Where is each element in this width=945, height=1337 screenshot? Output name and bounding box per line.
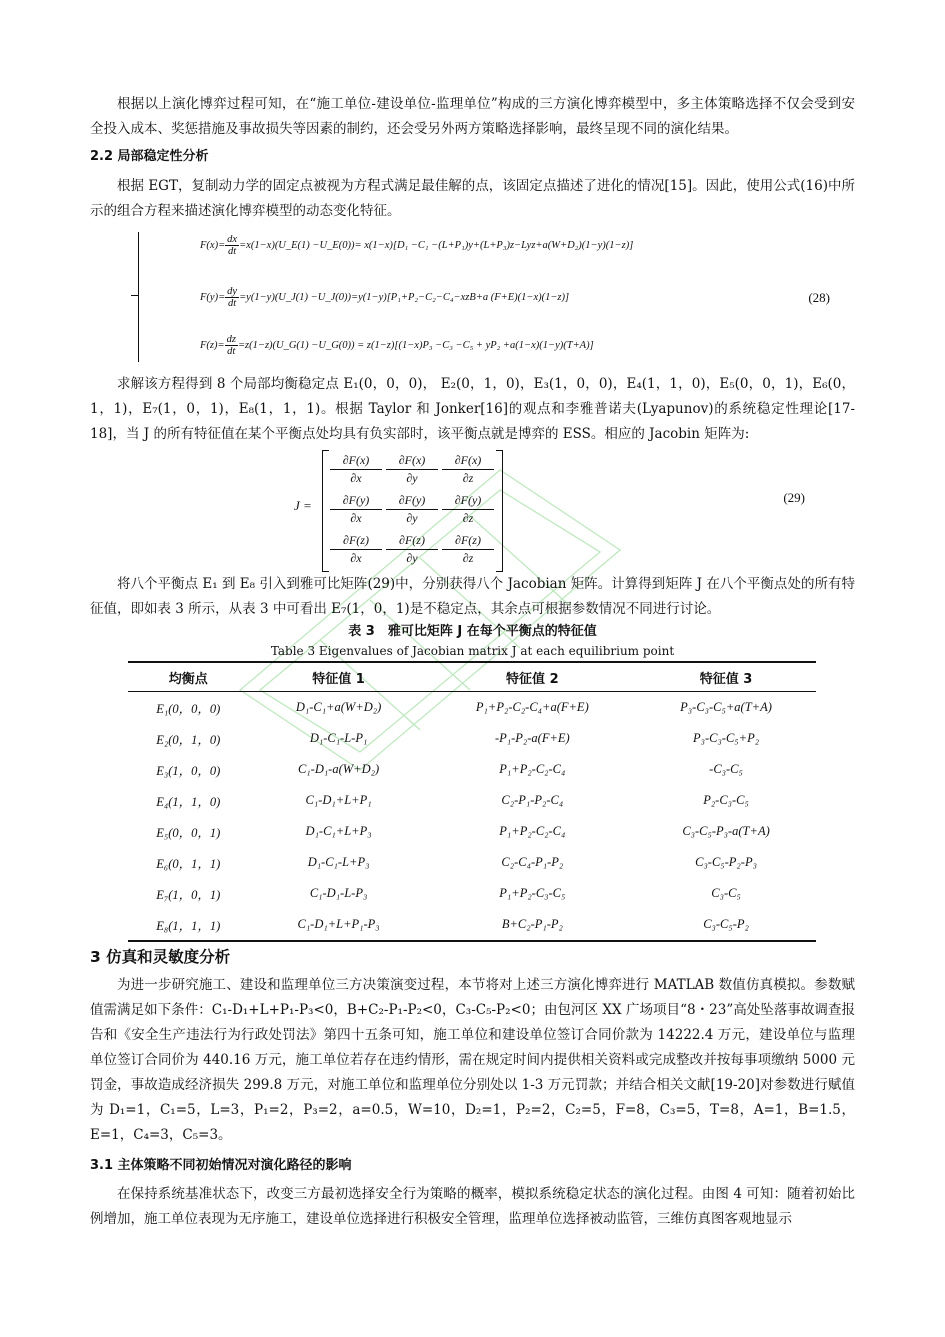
paragraph-egt: 根据 EGT，复制动力学的固定点被视为方程式满足最佳解的点，该固定点描述了进化的情况[15]。因此，使用公式(16)中所示的组合方程来描述演化博弈模型的动态变化特征。 xyxy=(90,178,855,219)
table-cell: P₁+P₂-C₂-C₄ xyxy=(499,824,566,838)
section-heading-3: 3 仿真和灵敏度分析 xyxy=(90,948,231,966)
table-cell: C₂-P₁-P₂-C₄ xyxy=(501,793,564,807)
matrix-cell: ∂F(y) ∂y xyxy=(386,492,438,527)
table-cell: E₂(0，1，0) xyxy=(156,732,221,747)
equation-28-line-2: F(y)= $\frac{dy}{dt}$ =y(1−y)(U_J(1) −U_J(0))=y(1−y)[P₁+P₂−C₂−C₄−xzB+a (F+E)(1−x)(1−z)] xyxy=(200,286,570,309)
table-cell: D₁-C₁-L+P₃ xyxy=(307,855,370,869)
table-row xyxy=(128,754,816,785)
matrix-cell: ∂F(z) ∂y xyxy=(386,532,438,567)
section-heading-2-2: 2.2 局部稳定性分析 xyxy=(90,149,209,164)
section-heading-3-1: 3.1 主体策略不同初始情况对演化路径的影响 xyxy=(90,1158,352,1173)
table-cell: E₃(1，0，0) xyxy=(156,763,221,778)
table-cell: C₂-C₄-P₁-P₂ xyxy=(501,855,564,869)
table-row xyxy=(128,878,816,909)
table-cell: C₃-C₅ xyxy=(711,886,741,900)
paragraph-solve: 求解该方程得到 8 个局部均衡稳定点 E₁(0，0，0)， E₂(0，1，0)，E₃(1，0，0)，E₄(1，1，0)，E₅(0，0，1)，E₆(0，1，1)，E₇(1，0，1)，E₈(1，1，1)。根据 Taylor 和 Jonker[16]的观点和李雅普诺夫(Lyapunov)的系统稳定性理论[17-18]，当 J 的所有特征值在某个平衡点处均具有负实部时，该平衡点就是博弈的 ESS。相应的 Jacobin 矩阵为: xyxy=(90,376,855,442)
table-cell: P₁+P₂-C₃-C₅ xyxy=(499,886,566,900)
table-cell: B+C₂-P₁-P₂ xyxy=(429,909,636,941)
table-cell: C₃-C₅-P₂-P₃ xyxy=(695,855,757,869)
equation-number-28: (28) xyxy=(808,290,830,305)
table-cell: -P₁-P₂-a(F+E) xyxy=(494,731,570,745)
equation-28-line-3: F(z)= $\frac{dz}{dt}$ =z(1−z)(U_G(1) −U_G(0)) = z(1−z)[(1−x)P₃ −C₃ −C₅ + yP₂ +a(1−x)(1−y)(T+A)] xyxy=(200,334,594,357)
table-cell: D₁-C₁+a(W+D₂) xyxy=(295,700,382,714)
paragraph-last: 在保持系统基准状态下，改变三方最初选择安全行为策略的概率，模拟系统稳定状态的演化过程。由图 4 可知：随着初始比例增加，施工单位表现为无序施工，建设单位选择进行积极安全管理，监理单位选择被动监管，三维仿真图客观地显示 xyxy=(90,1186,855,1227)
table-cell: P₁+P₂-C₂-C₄+a(F+E) xyxy=(475,700,589,714)
table-cell: E₁(0，0，0) xyxy=(156,701,221,716)
table-header-cell: 特征值 1 xyxy=(249,662,429,692)
matrix-cell: ∂F(y) ∂x xyxy=(330,492,382,527)
table-header-cell: 特征值 3 xyxy=(636,662,816,692)
eigenvalue-table xyxy=(128,661,816,942)
equation-28-line-1: F(x)= $\frac{dx}{dt}$ =x(1−x)(U_E(1) −U_E(0))= x(1−x)[D₁ −C₁ −(L+P₁)y+(L+P₃)z−Lyz+a(W+D₂)(1−y)(1−z)] xyxy=(200,234,634,257)
table-cell: C₃-C₅-P₃-a(T+A) xyxy=(682,824,770,838)
table-cell: P₁+P₂-C₂-C₄ xyxy=(499,762,566,776)
paragraph-simulation: 为进一步研究施工、建设和监理单位三方决策演变过程，本节将对上述三方演化博弈进行 MATLAB 数值仿真模拟。参数赋值需满足如下条件：C₁-D₁+L+P₁-P₃<0，B+C₂-P₁-P₂<0，C₃-C₅-P₂<0；由包河区 XX 广场项目“8・23”高处坠落事故调查报告和《安全生产违法行为行政处罚法》第四十五条可知，施工单位和建设单位签订合同价款为 14222.4 万元，建设单位与监理单位签订合同价为 440.16 万元，施工单位若存在违约情形，需在规定时间内提供相关资料或完成整改并按每事项缴纳 5000 元罚金，事故造成经济损失 299.8 万元，对施工单位和监理单位分别处以 1-3 万元罚款；并结合相关文献[19-20]对参数进行赋值为 D₁=1，C₁=5，L=3，P₁=2，P₃=2，a=0.5，W=10，D₂=1，P₂=2，C₂=5，F=8，C₃=5，T=8，A=1，B=1.5，E=1，C₄=3，C₅=3。 xyxy=(90,977,855,1143)
table-cell: C₁-D₁-a(W+D₂) xyxy=(297,762,380,776)
table-cell: D₁-C₁+L+P₃ xyxy=(305,824,372,838)
matrix-cell: ∂F(y) ∂z xyxy=(442,492,494,527)
table-row xyxy=(128,692,816,724)
table-cell: P₃-C₃-C₅+a(T+A) xyxy=(680,700,772,714)
table-caption-cn: 表 3 雅可比矩阵 J 在每个平衡点的特征值 xyxy=(348,624,597,639)
table-cell: E₅(0，0，1) xyxy=(156,825,221,840)
paragraph-eigen: 将八个平衡点 E₁ 到 E₈ 引入到雅可比矩阵(29)中，分别获得八个 Jacobian 矩阵。计算得到矩阵 J 在八个平衡点处的所有特征值，即如表 3 所示，从表 3 中可看出 E₇(1，0，1)是不稳定点，其余点可根据参数情况不同进行讨论。 xyxy=(90,576,855,617)
table-cell: D₁-C₁-L-P₁ xyxy=(309,731,368,745)
table-row xyxy=(128,909,816,941)
matrix-cell: ∂F(x) ∂z xyxy=(442,452,494,487)
matrix-cell: ∂F(z) ∂z xyxy=(442,532,494,567)
table-header-cell: 特征值 2 xyxy=(429,662,636,692)
table-cell: E₆(0，1，1) xyxy=(156,856,221,871)
table-caption-en: Table 3 Eigenvalues of Jacobian matrix J at each equilibrium point xyxy=(270,644,675,658)
matrix-cell: ∂F(z) ∂x xyxy=(330,532,382,567)
matrix-cell: ∂F(x) ∂x xyxy=(330,452,382,487)
table-row xyxy=(128,785,816,816)
jacobian-lhs: J = xyxy=(294,498,312,513)
matrix-cell: ∂F(x) ∂y xyxy=(386,452,438,487)
equation-28 xyxy=(90,228,830,368)
table-cell: C₁-D₁-L-P₃ xyxy=(309,886,368,900)
table-cell: C₃-C₅-P₂ xyxy=(636,909,816,941)
table-row xyxy=(128,816,816,847)
table-cell: C₁-D₁+L+P₁ xyxy=(305,793,372,807)
table-cell: P₃-C₃-C₅+P₂ xyxy=(692,731,760,745)
equation-brace xyxy=(138,232,149,362)
equation-number-29: (29) xyxy=(783,490,805,505)
table-cell: C₁-D₁+L+P₁-P₃ xyxy=(249,909,429,941)
table-cell: P₂-C₃-C₅ xyxy=(703,793,749,807)
table-row xyxy=(128,723,816,754)
table-cell: E₄(1，1，0) xyxy=(156,794,221,809)
matrix-right-bracket xyxy=(496,450,503,572)
table-header-cell: 均衡点 xyxy=(128,662,249,692)
table-cell: E₇(1，0，1) xyxy=(156,887,221,902)
table-row xyxy=(128,847,816,878)
table-cell: -C₃-C₅ xyxy=(709,762,743,776)
table-header-row xyxy=(128,662,816,692)
equation-29 xyxy=(90,450,830,572)
paragraph-intro: 根据以上演化博弈过程可知，在“施工单位-建设单位-监理单位”构成的三方演化博弈模型中，多主体策略选择不仅会受到安全投入成本、奖惩措施及事故损失等因素的制约，还会受另外两方策略选择影响，最终呈现不同的演化结果。 xyxy=(90,96,855,137)
matrix-left-bracket xyxy=(322,450,329,572)
table-cell: E₈(1，1，1) xyxy=(128,909,249,941)
